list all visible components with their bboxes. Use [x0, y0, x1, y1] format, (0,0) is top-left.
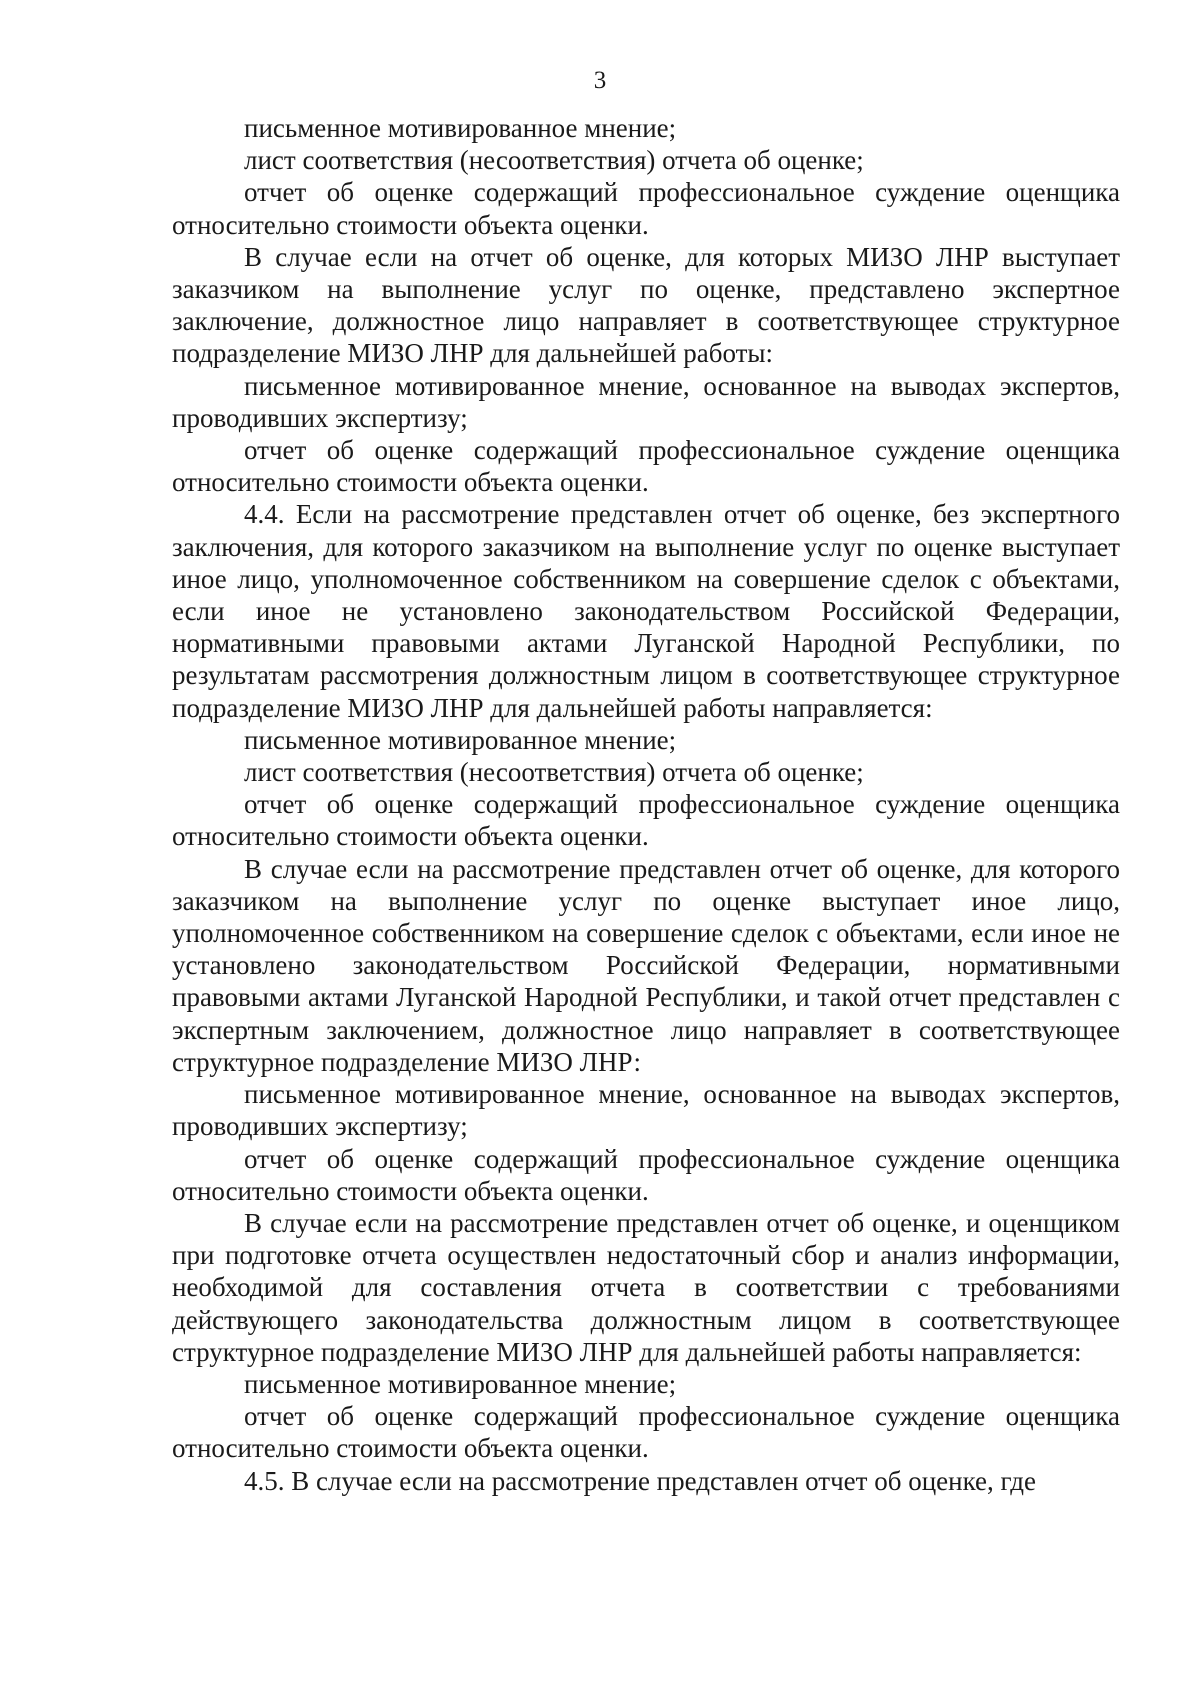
- document-body: [172, 112, 1120, 1497]
- paragraph: отчет об оценке содержащий профессиональное суждение оценщика относительно стоимости объекта оценки.: [172, 1143, 1120, 1206]
- paragraph: письменное мотивированное мнение;: [244, 724, 677, 755]
- paragraph: письменное мотивированное мнение, основанное на выводах экспертов, проводивших экспертизу;: [172, 370, 1120, 433]
- page-number: 3: [593, 67, 607, 94]
- paragraph: 4.4. Если на рассмотрение представлен отчет об оценке, без экспертного заключения, для которого заказчиком на выполнение услуг по оценке выступает иное лицо, уполномоченное собственником на совершение сделок с объектами, если иное не установлено законодательством Российской Федерации, нормативными правовыми актами Луганской Народной Республики, по результатам рассмотрения должностным лицом в соответствующее структурное подразделение МИЗО ЛНР для дальнейшей работы направляется:: [172, 499, 1120, 723]
- paragraph: отчет об оценке содержащий профессиональное суждение оценщика относительно стоимости объекта оценки.: [172, 435, 1120, 498]
- paragraph: отчет об оценке содержащий профессиональное суждение оценщика относительно стоимости объекта оценки.: [172, 1401, 1120, 1464]
- paragraph: письменное мотивированное мнение, основанное на выводах экспертов, проводивших экспертизу;: [172, 1079, 1120, 1142]
- paragraph: отчет об оценке содержащий профессиональное суждение оценщика относительно стоимости объекта оценки.: [172, 177, 1120, 240]
- paragraph: 4.5. В случае если на рассмотрение представлен отчет об оценке, где: [244, 1465, 1036, 1496]
- paragraph: лист соответствия (несоответствия) отчета об оценке;: [244, 757, 864, 788]
- paragraph: В случае если на рассмотрение представлен отчет об оценке, и оценщиком при подготовке отчета осуществлен недостаточный сбор и анализ информации, необходимой для составления отчета в соответствии с требованиями действующего законодательства должностным лицом в соответствующее структурное подразделение МИЗО ЛНР для дальнейшей работы направляется:: [172, 1207, 1120, 1367]
- paragraph: В случае если на отчет об оценке, для которых МИЗО ЛНР выступает заказчиком на выполнение услуг по оценке, представлено экспертное заключение, должностное лицо направляет в соответствующее структурное подразделение МИЗО ЛНР для дальнейшей работы:: [172, 241, 1120, 369]
- paragraph: лист соответствия (несоответствия) отчета об оценке;: [244, 145, 864, 176]
- paragraph: письменное мотивированное мнение;: [244, 113, 677, 143]
- paragraph: отчет об оценке содержащий профессиональное суждение оценщика относительно стоимости объекта оценки.: [172, 789, 1120, 852]
- paragraph: письменное мотивированное мнение;: [244, 1368, 677, 1399]
- paragraph: В случае если на рассмотрение представлен отчет об оценке, для которого заказчиком на выполнение услуг по оценке выступает иное лицо, уполномоченное собственником на совершение сделок с объектами, если иное не установлено законодательством Российской Федерации, нормативными правовыми актами Луганской Народной Республики, и такой отчет представлен с экспертным заключением, должностное лицо направляет в соответствующее структурное подразделение МИЗО ЛНР:: [172, 853, 1120, 1077]
